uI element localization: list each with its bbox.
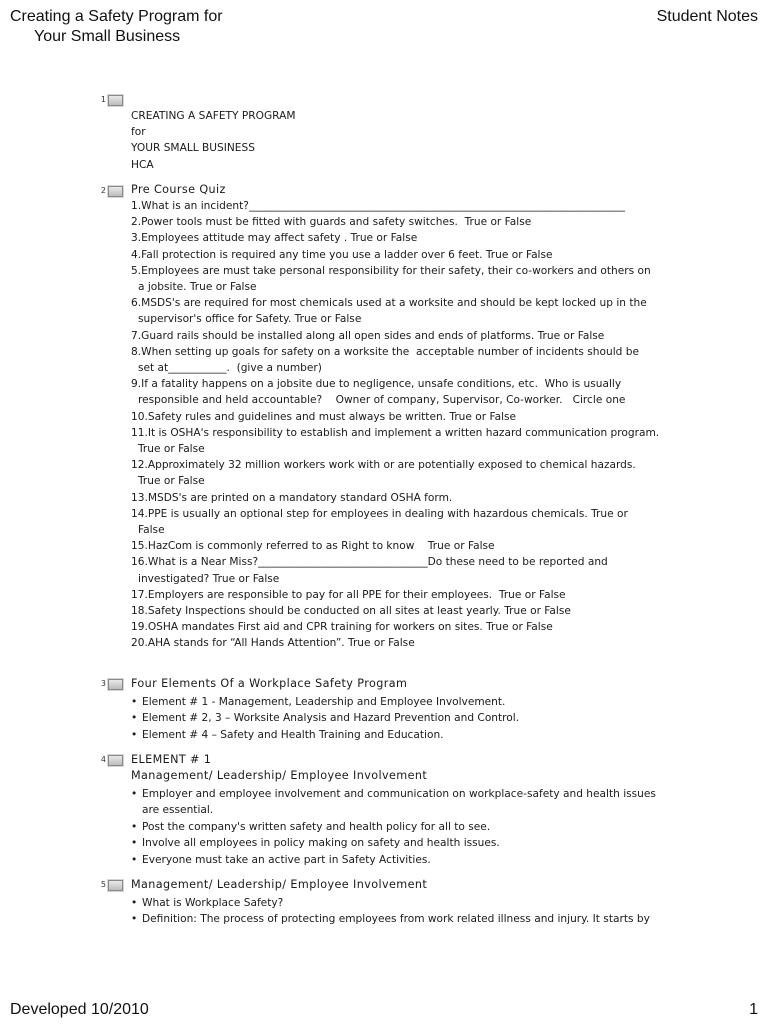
quiz-question [131,506,696,538]
bullet-item [131,852,696,868]
quiz-question [131,603,696,619]
quiz-question-text: 14.PPE is usually an optional step for employees in dealing with hazardous chemicals. True or [131,507,628,520]
quiz-question [131,635,696,651]
quiz-question [131,425,696,457]
footer-page-number: 1 [749,1001,758,1018]
quiz-question-text: 6.MSDS's are required for most chemicals used at a worksite and should be kept locked up in the [131,297,647,310]
quiz-question [131,587,696,603]
quiz-question-continuation: True or False [138,475,205,488]
quiz-question-list [131,198,696,652]
bullet-item [131,786,696,819]
quiz-question-text: 13.MSDS's are printed on a mandatory standard OSHA form. [131,491,453,504]
quiz-question-text: 2.Power tools must be fitted with guards and safety switches. True or False [131,216,532,229]
quiz-question-text: 15.HazCom is commonly referred to as Right to know True or False [131,540,495,553]
quiz-question [131,247,696,263]
quiz-question [131,457,696,489]
slide-heading: Pre Course Quiz [131,183,226,196]
bullet-text: Involve all employees in policy making on safety and health issues. [142,837,500,850]
quiz-question [131,230,696,246]
slide-thumbnail-icon[interactable] [108,755,123,766]
quiz-question [131,344,696,376]
slide-1-line: YOUR SMALL BUSINESS [131,142,255,155]
bullet-list [131,786,696,868]
quiz-question-text: 8.When setting up goals for safety on a worksite the acceptable number of incidents should be [131,345,639,358]
quiz-question-continuation: True or False [138,443,205,456]
bullet-list [131,694,696,743]
slide-heading: Management/ Leadership/ Employee Involvement [131,878,428,891]
bullet-item [131,835,696,851]
bullet-text: Everyone must take an active part in Safety Activities. [142,853,431,866]
slide-heading: ELEMENT # 1 [131,753,212,766]
slide-number: 3 [100,679,106,688]
slide-number: 2 [100,186,106,195]
quiz-question-text: 19.OSHA mandates First aid and CPR training for workers on sites. True or False [131,621,553,634]
slide-thumbnail-icon[interactable] [108,679,123,690]
quiz-question [131,554,696,586]
quiz-question [131,198,696,214]
quiz-question [131,409,696,425]
bullet-item [131,819,696,835]
slide-5-notes [96,877,696,928]
slide-2-notes [96,182,696,652]
quiz-question-text: 11.It is OSHA's responsibility to establish and implement a written hazard communication program. [131,426,660,439]
bullet-text: Employer and employee involvement and communication on workplace-safety and health issues [142,788,656,800]
bullet-text-continuation: are essential. [142,804,214,817]
quiz-question-text: 20.AHA stands for “All Hands Attention”. True or False [131,637,415,650]
quiz-question-text: 16.What is a Near Miss?________________________________Do these need to be reported and [131,556,608,569]
slide-thumbnail-icon[interactable] [108,186,123,197]
quiz-question-text: 7.Guard rails should be installed along all open sides and ends of platforms. True or False [131,329,605,342]
slide-4-notes [96,752,696,868]
document-title-line2: Your Small Business [34,28,181,45]
bullet-item [131,710,696,726]
bullet-text: Definition: The process of protecting employees from work related illness and injury. It starts by [142,913,650,926]
quiz-question [131,295,696,327]
quiz-question-text: 18.Safety Inspections should be conducted on all sites at least yearly. True or False [131,605,571,618]
student-notes-label: Student Notes [656,8,758,25]
quiz-question-continuation: a jobsite. True or False [138,281,257,294]
quiz-question-continuation: set at___________. (give a number) [138,362,322,375]
slide-1-line: for [131,126,146,139]
bullet-item [131,694,696,710]
slide-1-line: HCA [131,158,154,171]
quiz-question-continuation: investigated? True or False [138,572,280,585]
footer-developed-date: Developed 10/2010 [10,1001,149,1018]
slide-number: 5 [100,880,106,889]
quiz-question-text: 1.What is an incident?_______________________________________________________________________ [131,200,625,212]
slide-number: 1 [100,95,106,104]
bullet-text: What is Workplace Safety? [142,897,284,909]
bullet-text: Element # 4 – Safety and Health Training and Education. [142,728,444,741]
bullet-item [131,911,696,927]
slide-thumbnail-icon[interactable] [108,95,123,106]
slide-3-notes [96,676,696,743]
document-title [10,7,223,47]
quiz-question-text: 4.Fall protection is required any time you use a ladder over 6 feet. True or False [131,248,553,261]
quiz-question [131,619,696,635]
bullet-list [131,895,696,928]
quiz-question-continuation: False [138,524,165,537]
quiz-question-text: 10.Safety rules and guidelines and must always be written. True or False [131,410,517,423]
quiz-question [131,376,696,408]
quiz-question-continuation: supervisor's office for Safety. True or False [138,313,362,326]
slide-1-line: CREATING A SAFETY PROGRAM [131,110,296,122]
slide-1-notes [96,94,696,173]
quiz-question [131,214,696,230]
bullet-item [131,895,696,911]
document-title-line1: Creating a Safety Program for [10,8,223,25]
slide-heading: Four Elements Of a Workplace Safety Program [131,677,408,690]
quiz-question-text: 17.Employers are responsible to pay for all PPE for their employees. True or False [131,588,566,601]
quiz-question-text: 12.Approximately 32 million workers work with or are potentially exposed to chemical hazards. [131,459,636,472]
slide-thumbnail-icon[interactable] [108,880,123,891]
quiz-question-text: 9.If a fatality happens on a jobsite due to negligence, unsafe conditions, etc. Who is usually [131,378,622,391]
quiz-question [131,263,696,295]
bullet-item [131,727,696,743]
quiz-question [131,538,696,554]
slide-number: 4 [100,755,106,764]
quiz-question-text: 3.Employees attitude may affect safety . True or False [131,232,418,245]
quiz-question [131,490,696,506]
bullet-text: Element # 1 - Management, Leadership and Employee Involvement. [142,696,506,708]
quiz-question-text: 5.Employees are must take personal responsibility for their safety, their co-workers and others on [131,264,651,277]
bullet-text: Element # 2, 3 – Worksite Analysis and Hazard Prevention and Control. [142,712,520,725]
bullet-text: Post the company's written safety and health policy for all to see. [142,820,491,833]
quiz-question-continuation: responsible and held accountable? Owner of company, Supervisor, Co-worker. Circle one [138,394,626,407]
quiz-question [131,328,696,344]
slide-subheading: Management/ Leadership/ Employee Involvement [131,769,428,782]
